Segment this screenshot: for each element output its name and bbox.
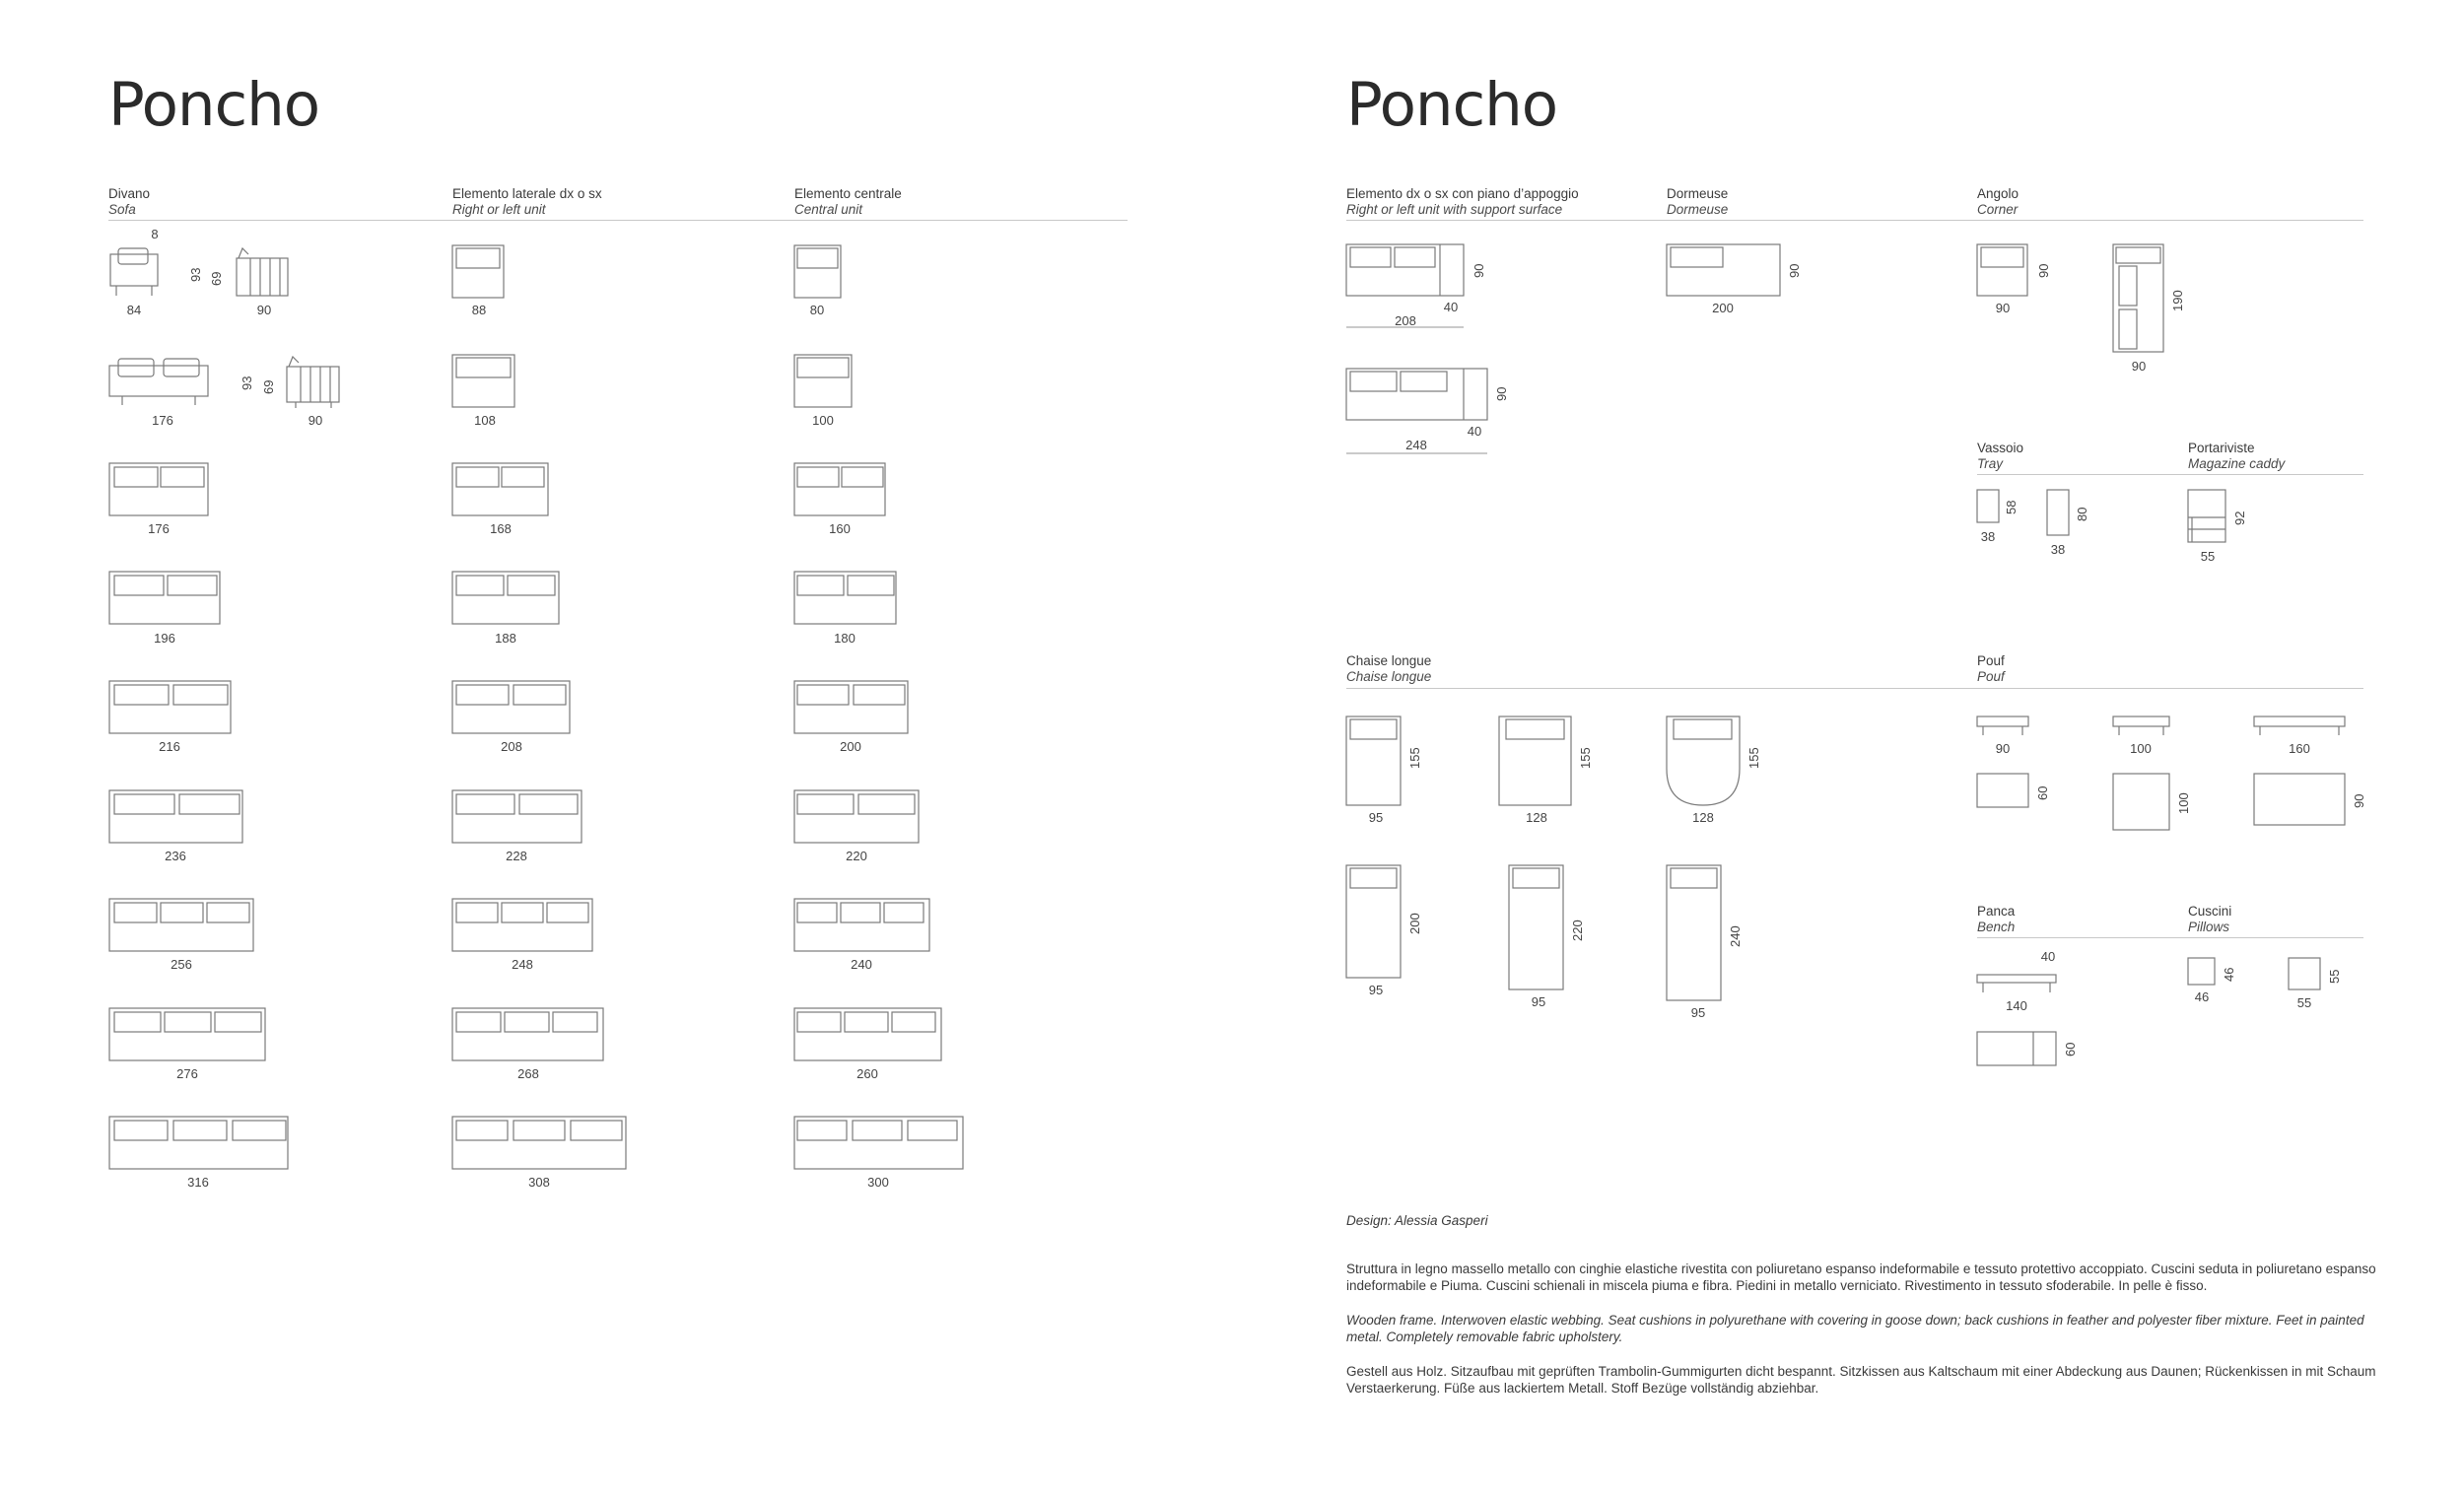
designer-credit: Design: Alessia Gasperi (1346, 1213, 1488, 1228)
dim-label-vertical: 60 (2035, 785, 2050, 800)
section-label-en: Tray (1977, 456, 2003, 471)
dim-label: 55 (2296, 995, 2312, 1010)
dim-label: 208 (501, 739, 522, 754)
dim-label-vertical: 155 (1407, 747, 1422, 769)
dim-label: 55 (2200, 549, 2216, 564)
chaise-155-c (1667, 716, 1740, 805)
laterale-unit-108 (452, 355, 514, 407)
section-label-it: Cuscini (2188, 904, 2232, 919)
section-label-en: Magazine caddy (2188, 456, 2286, 471)
dim-label-vertical: 100 (2176, 792, 2191, 814)
dim-label: 188 (495, 631, 516, 646)
section-label-it: Chaise longue (1346, 653, 1432, 668)
dim-label-vertical: 46 (2222, 967, 2236, 982)
sofa-plan-row8 (109, 1008, 941, 1060)
dim-label: 95 (1368, 983, 1384, 997)
section-label-it: Elemento dx o sx con piano d’appoggio (1346, 186, 1579, 201)
pillow-55 (2289, 958, 2320, 989)
section-label-it: Dormeuse (1667, 186, 1729, 201)
dim-label: 128 (1692, 810, 1714, 825)
dim-label: 46 (2194, 989, 2210, 1004)
section-label-en: Right or left unit with support surface (1346, 202, 1563, 217)
section-label-en: Corner (1977, 202, 2019, 217)
dim-label: 90 (1995, 741, 2011, 756)
dim-label-vertical: 93 (240, 375, 254, 390)
dim-label-vertical: 80 (2075, 507, 2089, 521)
chaise-155-b (1499, 716, 1571, 805)
section-label-it: Angolo (1977, 186, 2019, 201)
tray-drawing-58 (1977, 490, 1999, 522)
dim-label-vertical: 155 (1578, 747, 1593, 769)
sofa-plan-row5 (109, 681, 908, 733)
dim-label-vertical: 69 (209, 271, 224, 286)
dim-label-vertical: 90 (2036, 263, 2051, 278)
dim-label-vertical: 69 (261, 379, 276, 394)
dim-label: 208 (1395, 313, 1416, 328)
dim-label: 248 (1405, 438, 1427, 452)
dim-label: 140 (2006, 998, 2027, 1013)
dim-label: 260 (856, 1066, 878, 1081)
dim-label: 176 (148, 521, 170, 536)
dim-label: 220 (846, 849, 867, 863)
dim-label: 100 (812, 413, 834, 428)
pouf-90 (1977, 716, 2028, 807)
chaise-200 (1346, 865, 1401, 978)
dim-label: 168 (490, 521, 512, 536)
dim-label-vertical: 220 (1570, 920, 1585, 941)
section-label-en: Right or left unit (452, 202, 546, 217)
chaise-155-a (1346, 716, 1401, 805)
section-label-it: Elemento laterale dx o sx (452, 186, 602, 201)
dim-label: 276 (176, 1066, 198, 1081)
tray-drawing-80 (2047, 490, 2069, 535)
section-label-en: Bench (1977, 920, 2016, 934)
section-label-en: Pouf (1977, 669, 2005, 684)
chaise-220 (1509, 865, 1563, 989)
dim-label: 236 (165, 849, 186, 863)
dim-label: 308 (528, 1175, 550, 1190)
description-italian: Struttura in legno massello metallo con cinghie elastiche rivestita con poliuretano espanso indeformabile e tessuto protettivo accoppiato. Cuscini seduta in poliuretano espanso indeformabile e Piuma. Cuscini schienali in miscela piuma e fibra. Piedini in metallo verniciato. Rivestimento in tessuto sfoderabile. In pelle è fisso. (1346, 1261, 2376, 1293)
dim-label: 200 (1712, 301, 1734, 315)
section-label-it: Vassoio (1977, 441, 2024, 455)
dim-label-vertical: 93 (188, 267, 203, 282)
description-german: Gestell aus Holz. Sitzaufbau mit geprüften Trambolin-Gummigurten dicht bespannt. Sitzkissen aus Kaltschaum mit einer Abdeckung aus Daunen; Rückenkissen in mit Schaum Verstaerkerung. Füße aus lackiertem Metall. Stoff Bezüge vollständig abziehbar. (1346, 1364, 2376, 1396)
centrale-unit-80 (794, 245, 841, 298)
dim-label: 180 (834, 631, 856, 646)
dim-label: 316 (187, 1175, 209, 1190)
dim-label-vertical: 60 (2063, 1042, 2078, 1057)
corner-long-drawing (2113, 244, 2163, 352)
dim-label: 90 (1995, 301, 2011, 315)
dim-label: 90 (308, 413, 323, 428)
section-label-it: Portariviste (2188, 441, 2255, 455)
dim-label: 268 (517, 1066, 539, 1081)
dim-label: 300 (867, 1175, 889, 1190)
armchair-front-drawing (110, 248, 158, 296)
dim-label: 108 (474, 413, 496, 428)
dim-label: 95 (1690, 1005, 1706, 1020)
dim-label: 38 (2050, 542, 2066, 557)
sofa-plan-row6 (109, 790, 919, 843)
sofa-side-drawing (287, 357, 339, 408)
section-label-it: Panca (1977, 904, 2016, 919)
dim-label-vertical: 92 (2232, 511, 2247, 525)
section-label-it: Pouf (1977, 653, 2005, 668)
dim-label: 240 (851, 957, 872, 972)
dormeuse-drawing (1667, 244, 1780, 296)
dim-label-vertical: 90 (1472, 263, 1486, 278)
dim-label: 160 (2289, 741, 2310, 756)
dim-label-vertical: 190 (2170, 290, 2185, 311)
section-label-it: Elemento centrale (794, 186, 902, 201)
section-label-en: Pillows (2188, 920, 2230, 934)
right-page-title: Poncho (1346, 70, 1558, 140)
dim-label-vertical: 155 (1746, 747, 1761, 769)
dim-label-vertical: 90 (2352, 793, 2366, 808)
dim-label: 90 (2131, 359, 2147, 374)
dim-label-vertical: 200 (1407, 913, 1422, 934)
dim-label: 256 (171, 957, 192, 972)
chaise-240 (1667, 865, 1721, 1000)
dim-label: 40 (1467, 424, 1482, 439)
dim-label: 95 (1531, 994, 1546, 1009)
dim-label: 88 (471, 303, 487, 317)
sofa-front-drawing (109, 359, 208, 405)
bench-drawing (1977, 975, 2056, 1065)
dim-label: 80 (809, 303, 825, 317)
dim-label-vertical: 240 (1728, 925, 1743, 947)
dim-label: 40 (2040, 949, 2056, 964)
dim-label: 100 (2130, 741, 2152, 756)
corner-unit-drawing (1977, 244, 2027, 296)
dim-label: 38 (1980, 529, 1996, 544)
dim-label: 228 (506, 849, 527, 863)
dim-label-vertical: 58 (2004, 500, 2019, 514)
dim-label: 84 (126, 303, 142, 317)
dim-label-vertical: 55 (2327, 969, 2342, 984)
centrale-unit-100 (794, 355, 852, 407)
section-label-it: Divano (108, 186, 151, 201)
pillow-46 (2188, 958, 2215, 985)
dim-label: 90 (256, 303, 272, 317)
sofa-plan-row4 (109, 572, 896, 624)
dim-label: 160 (829, 521, 851, 536)
dim-label: 216 (159, 739, 180, 754)
magazine-caddy-drawing (2188, 490, 2225, 542)
dim-label: 200 (840, 739, 861, 754)
dim-label-vertical: 90 (1494, 386, 1509, 401)
sofa-plan-row3 (109, 463, 885, 515)
dim-label: 40 (1443, 300, 1459, 314)
section-label-en: Sofa (108, 202, 136, 217)
pouf-160 (2254, 716, 2345, 825)
sofa-plan-row7 (109, 899, 929, 951)
dim-label: 248 (512, 957, 533, 972)
dim-label: 196 (154, 631, 175, 646)
dim-label: 8 (151, 227, 159, 241)
dim-label: 95 (1368, 810, 1384, 825)
laterale-unit-88 (452, 245, 504, 298)
pouf-100 (2113, 716, 2169, 830)
description-english: Wooden frame. Interwoven elastic webbing. Seat cushions in polyurethane with covering in goose down; back cushions in feather and polyester fiber mixture. Feet in painted metal. Completely removable fabric upholstery. (1346, 1313, 2364, 1344)
section-label-en: Central unit (794, 202, 863, 217)
dim-label: 176 (152, 413, 173, 428)
armchair-side-drawing (237, 248, 288, 296)
sofa-plan-row9 (109, 1117, 963, 1169)
section-label-en: Dormeuse (1667, 202, 1729, 217)
left-page-title: Poncho (108, 70, 320, 140)
dim-label: 128 (1526, 810, 1547, 825)
section-label-en: Chaise longue (1346, 669, 1432, 684)
dim-label-vertical: 90 (1787, 263, 1802, 278)
